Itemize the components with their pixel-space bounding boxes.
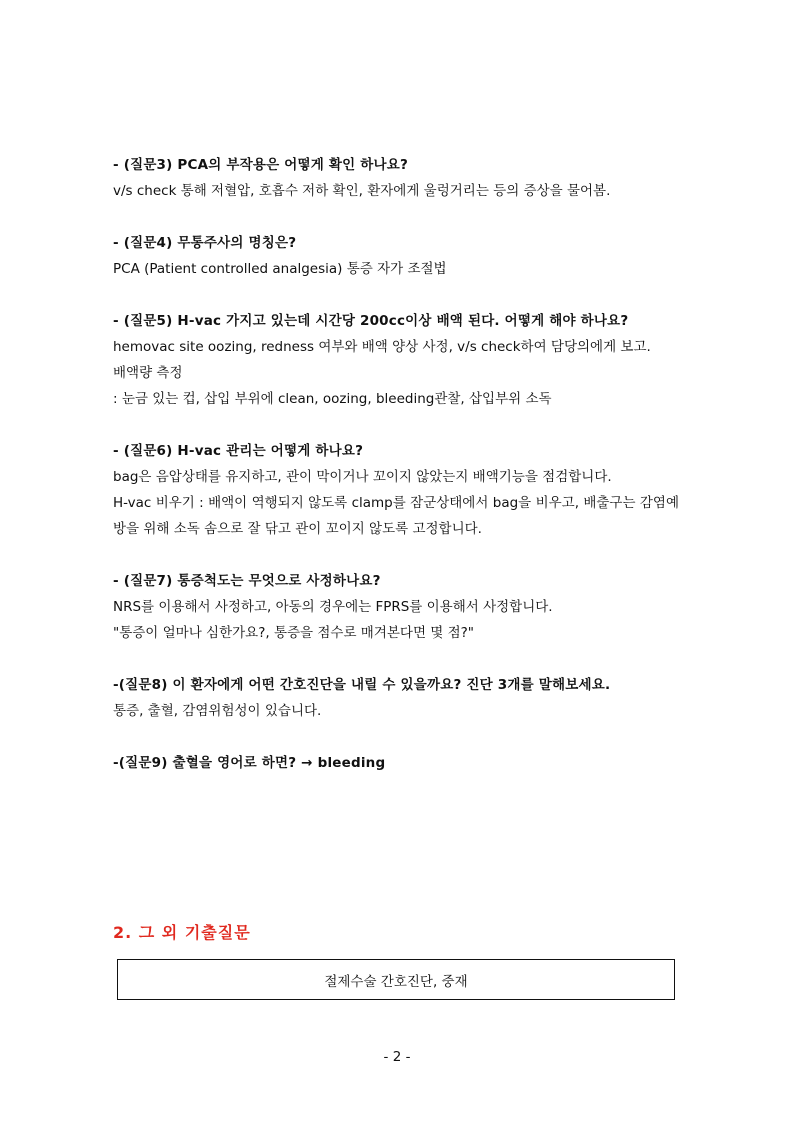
question-6-answer-1: bag은 음압상태를 유지하고, 관이 막이거나 꼬이지 않았는지 배액기능을 점검합니다. xyxy=(113,469,612,485)
question-6-heading: - (질문6) H-vac 관리는 어떻게 하나요? xyxy=(113,443,364,459)
question-7-heading: - (질문7) 통증척도는 무엇으로 사정하나요? xyxy=(113,573,381,589)
question-5-heading: - (질문5) H-vac 가지고 있는데 시간당 200cc이상 배액 된다. 어떻게 해야 하나요? xyxy=(113,313,629,329)
question-8-answer: 통증, 출혈, 감염위험성이 있습니다. xyxy=(113,703,322,719)
question-9-heading: -(질문9) 출혈을 영어로 하면? → bleeding xyxy=(113,755,386,771)
question-5-answer-2: 배액량 측정 xyxy=(113,365,183,381)
question-7-answer-1: NRS를 이용해서 사정하고, 아동의 경우에는 FPRS를 이용해서 사정합니다. xyxy=(113,599,553,615)
section-title: 2. 그 외 기출질문 xyxy=(113,923,251,942)
question-8-heading: -(질문8) 이 환자에게 어떤 간호진단을 내릴 수 있을까요? 진단 3개를 말해보세요. xyxy=(113,677,611,693)
question-6-answer-2: H-vac 비우기 : 배액이 역행되지 않도록 clamp를 잠군상태에서 bag을 비우고, 배출구는 감염예방을 위해 소독 솜으로 잘 닦고 관이 꼬이지 않도록 고정합니다. xyxy=(113,495,679,537)
qa-list xyxy=(113,152,679,776)
topic-box-text: 절제수술 간호진단, 중재 xyxy=(324,973,468,990)
page-number: - 2 - xyxy=(383,1049,411,1065)
question-7-answer-2: "통증이 얼마나 심한가요?, 통증을 점수로 매겨본다면 몇 점?" xyxy=(113,625,475,641)
question-4-heading: - (질문4) 무통주사의 명칭은? xyxy=(113,235,297,251)
question-5-answer-3: : 눈금 있는 컵, 삽입 부위에 clean, oozing, bleeding관찰, 삽입부위 소독 xyxy=(113,391,552,407)
question-5-answer-1: hemovac site oozing, redness 여부와 배액 양상 사정, v/s check하여 담당의에게 보고. xyxy=(113,339,651,355)
topic-box xyxy=(117,959,675,1000)
question-4-answer: PCA (Patient controlled analgesia) 통증 자가 조절법 xyxy=(113,261,447,277)
question-3-answer: v/s check 통해 저혈압, 호흡수 저하 확인, 환자에게 울렁거리는 등의 증상을 물어봄. xyxy=(113,183,611,199)
question-3-heading: - (질문3) PCA의 부작용은 어떻게 확인 하나요? xyxy=(113,157,409,173)
